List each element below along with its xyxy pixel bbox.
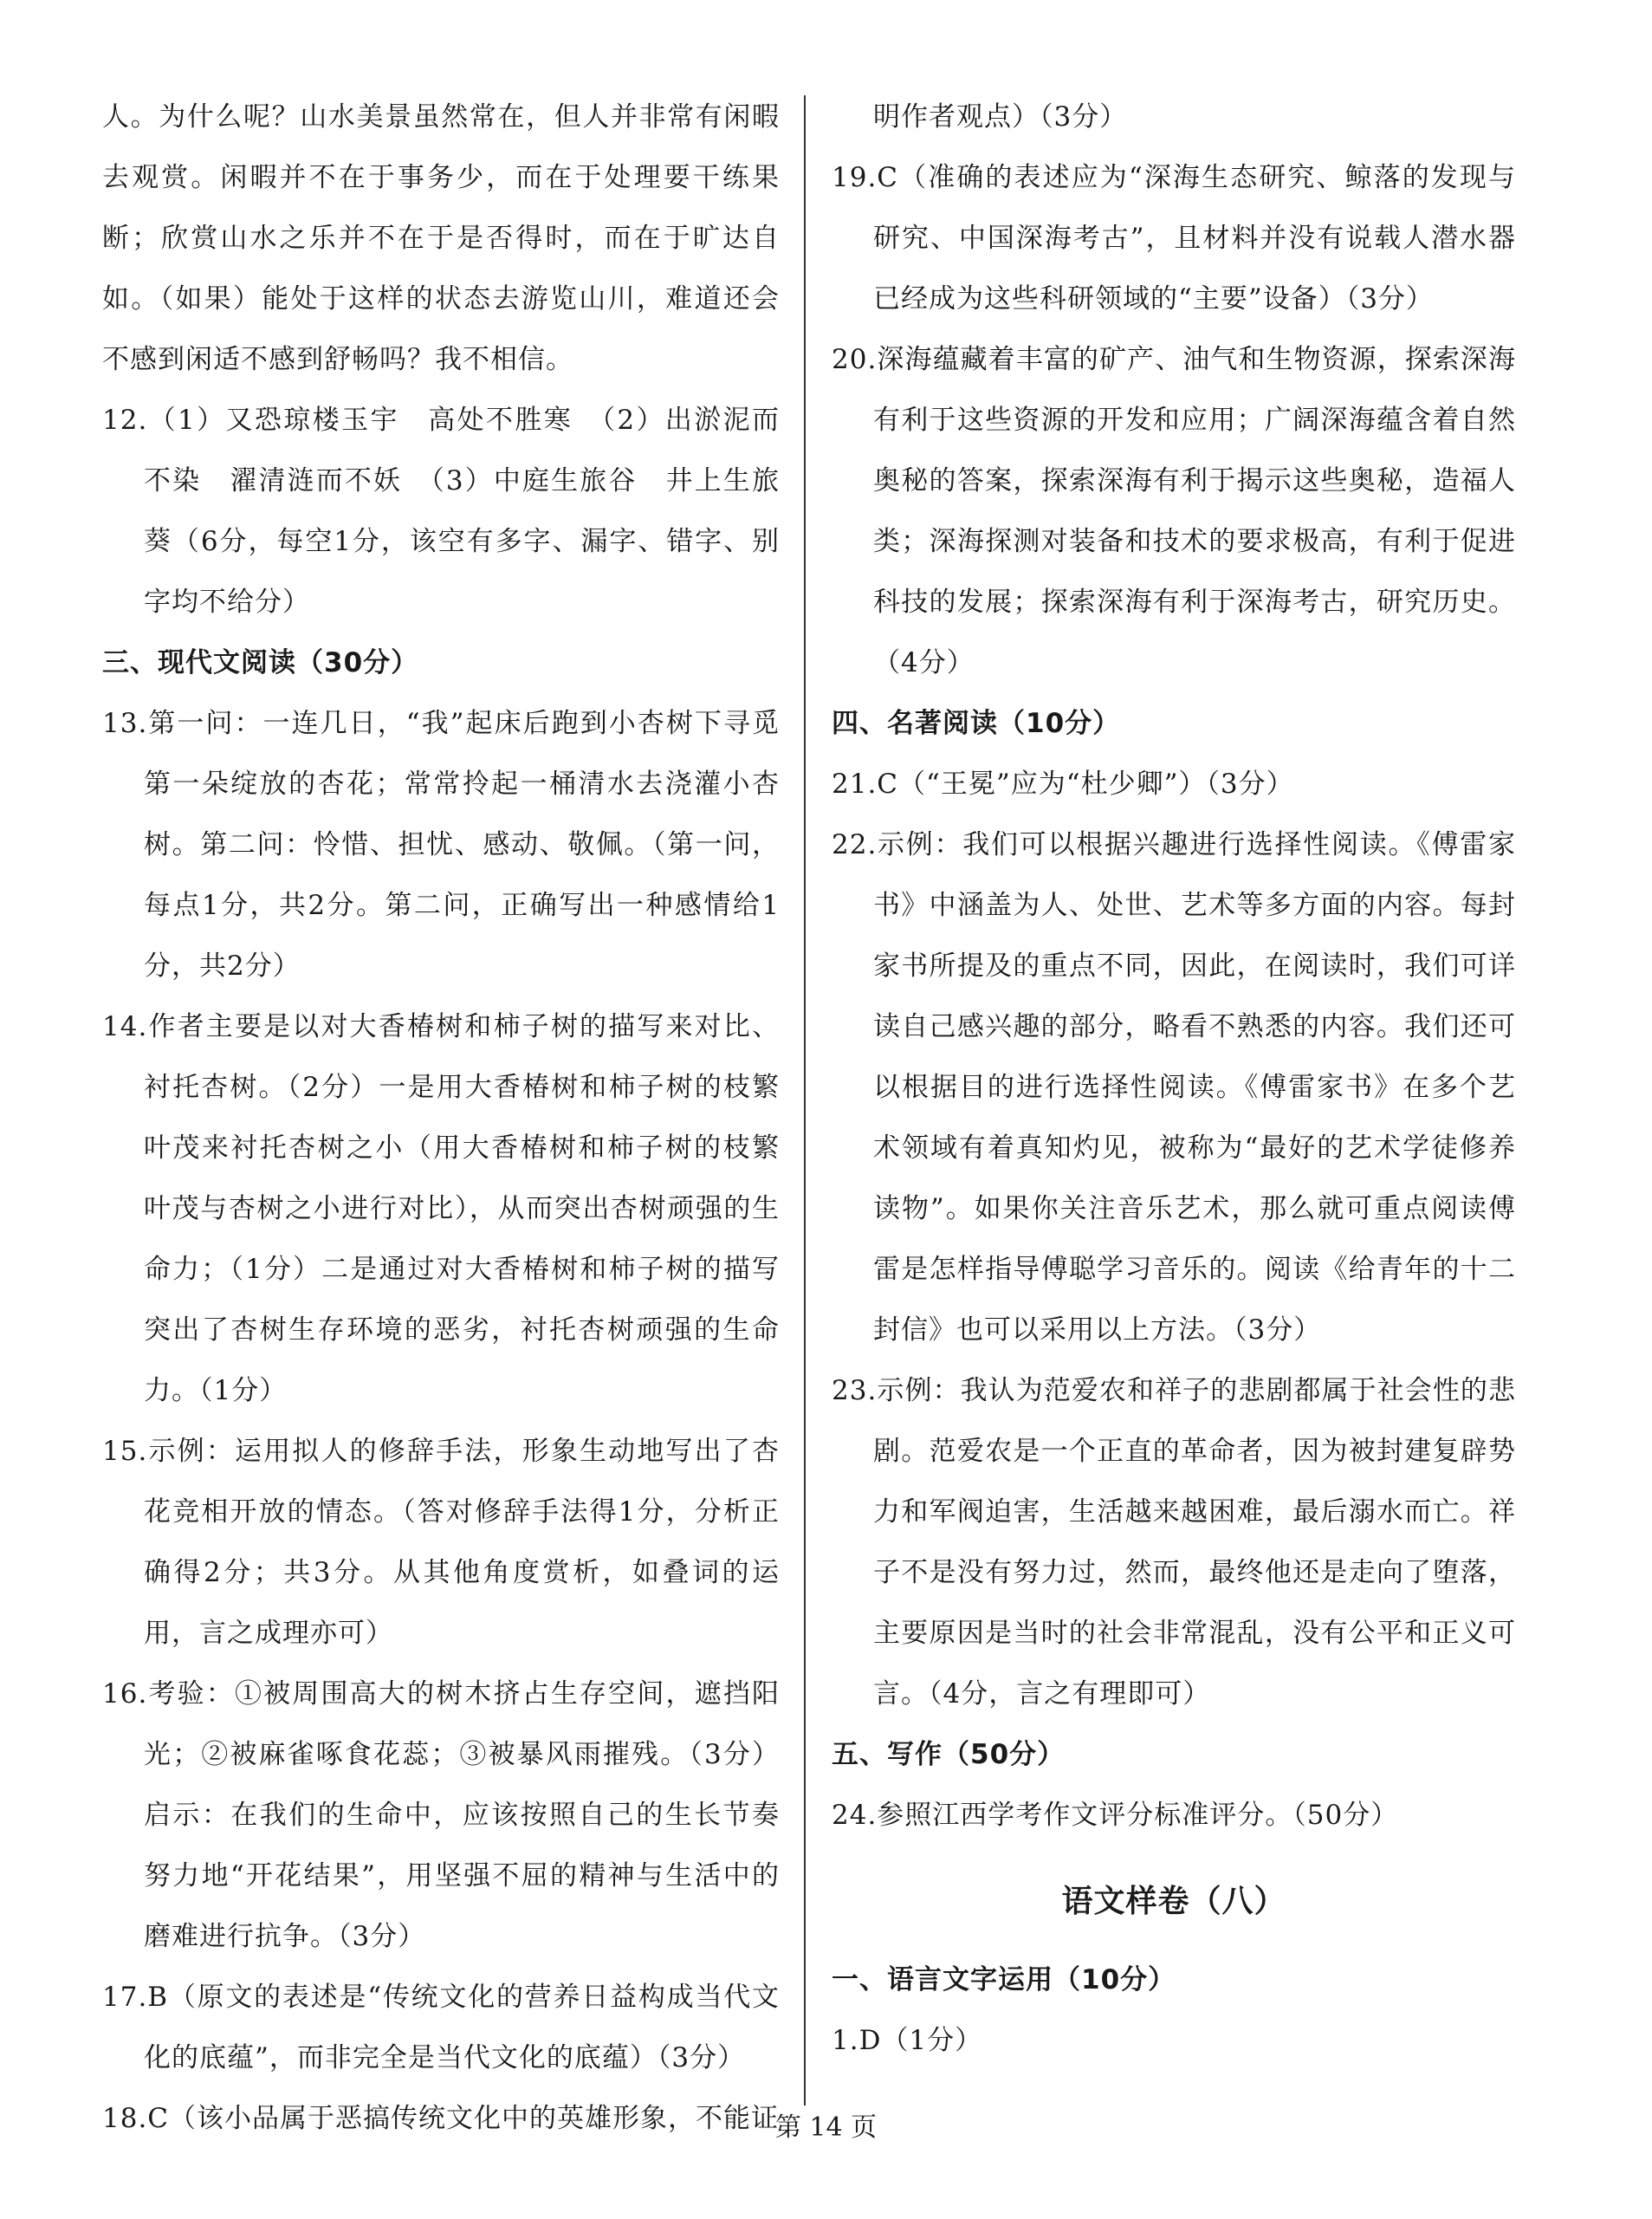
answer-23: 23.示例：我认为范爱农和祥子的悲剧都属于社会性的悲剧。范爱农是一个正直的革命者，因为被封建复辟势力和军阀迫害，生活越来越困难，最后溺水而亡。祥子不是没有努力过，然而，最终他还是走向了堕落，主要原因是当时的社会非常混乱，没有公平和正义可言。（4分，言之有理即可） — [832, 1375, 1516, 1710]
answer-20: 20.深海蕴藏着丰富的矿产、油气和生物资源，探索深海有利于这些资源的开发和应用；广阔深海蕴含着自然奥秘的答案，探索深海有利于揭示这些奥秘，造福人类；深海探测对装备和技术的要求极高，有利于促进科技的发展；探索深海有利于深海考古，研究历史。（4分） — [832, 344, 1516, 678]
answer-17: 17.B（原文的表述是“传统文化的营养日益构成当代文化的底蕴”，而非完全是当代文化的底蕴）（3分） — [102, 1982, 780, 2073]
section-heading-4: 四、名著阅读（10分） — [832, 708, 1121, 739]
answer-14: 14.作者主要是以对大香椿树和柿子树的描写来对比、衬托杏树。（2分）一是用大香椿树和柿子树的枝繁叶茂来衬托杏树之小（用大香椿树和柿子树的枝繁叶茂与杏树之小进行对比），从而突出杏树顽强的生命力；（1分）二是通过对大香椿树和柿子树的描写突出了杏树生存环境的恶劣，衬托杏树顽强的生命力。（1分） — [102, 1011, 780, 1406]
answer-22: 22.示例：我们可以根据兴趣进行选择性阅读。《傅雷家书》中涵盖为人、处世、艺术等多方面的内容。每封家书所提及的重点不同，因此，在阅读时，我们可详读自己感兴趣的部分，略看不熟悉的内容。我们还可以根据目的进行选择性阅读。《傅雷家书》在多个艺术领域有着真知灼见，被称为“最好的艺术学徒修养读物”。如果你关注音乐艺术，那么就可重点阅读傅雷是怎样指导傅聪学习音乐的。阅读《给青年的十二封信》也可以采用以上方法。（3分） — [832, 829, 1516, 1346]
section-heading-1: 一、语言文字运用（10分） — [832, 1964, 1176, 1995]
answer-21: 21.C（“王冕”应为“杜少卿”）（3分） — [832, 769, 1294, 800]
right-column — [832, 87, 1516, 2071]
answer-1: 1.D（1分） — [832, 2025, 983, 2056]
answer-18: 18.C（该小品属于恶搞传统文化中的英雄形象，不能证 — [102, 2103, 780, 2134]
section-heading-3: 三、现代文阅读（30分） — [102, 647, 419, 678]
answer-13: 13.第一问：一连几日，“我”起床后跑到小杏树下寻觅第一朵绽放的杏花；常常拎起一桶清水去浇灌小杏树。第二问：怜惜、担忧、感动、敬佩。（第一问，每点1分，共2分。第二问，正确写出一种感情给1分，共2分） — [102, 708, 780, 982]
column-divider — [804, 95, 806, 2105]
sample-paper-title: 语文样卷（八） — [1061, 1884, 1286, 1919]
answer-12: 12.（1）又恐琼楼玉宇 高处不胜寒 （2）出淤泥而不染 濯清涟而不妖 （3）中庭生旅谷 井上生旅葵（6分，每空1分，该空有多字、漏字、错字、别字均不给分） — [102, 405, 780, 618]
translation-continuation: 人。为什么呢？山水美景虽然常在，但人并非常有闲暇去观赏。闲暇并不在于事务少，而在于处理要干练果断；欣赏山水之乐并不在于是否得时，而在于旷达自如。（如果）能处于这样的状态去游览山川，难道还会不感到闲适不感到舒畅吗？我不相信。 — [102, 101, 780, 375]
answer-15: 15.示例：运用拟人的修辞手法，形象生动地写出了杏花竞相开放的情态。（答对修辞手法得1分，分析正确得2分；共3分。从其他角度赏析，如叠词的运用，言之成理亦可） — [102, 1436, 780, 1649]
left-column — [102, 87, 780, 2149]
answer-18-continuation: 明作者观点）（3分） — [873, 101, 1128, 133]
section-heading-5: 五、写作（50分） — [832, 1739, 1066, 1770]
answer-16: 16.考验：①被周围高大的树木挤占生存空间，遮挡阳光；②被麻雀啄食花蕊；③被暴风雨摧残。（3分）启示：在我们的生命中，应该按照自己的生长节奏努力地“开花结果”，用坚强不屈的精神与生活中的磨难进行抗争。（3分） — [102, 1678, 780, 1952]
page-number: 第 14 页 — [774, 2112, 878, 2143]
answer-24: 24.参照江西学考作文评分标准评分。（50分） — [832, 1800, 1399, 1831]
answer-19: 19.C（准确的表述应为“深海生态研究、鲸落的发现与研究、中国深海考古”，且材料并没有说载人潜水器已经成为这些科研领域的“主要”设备）（3分） — [832, 162, 1516, 315]
